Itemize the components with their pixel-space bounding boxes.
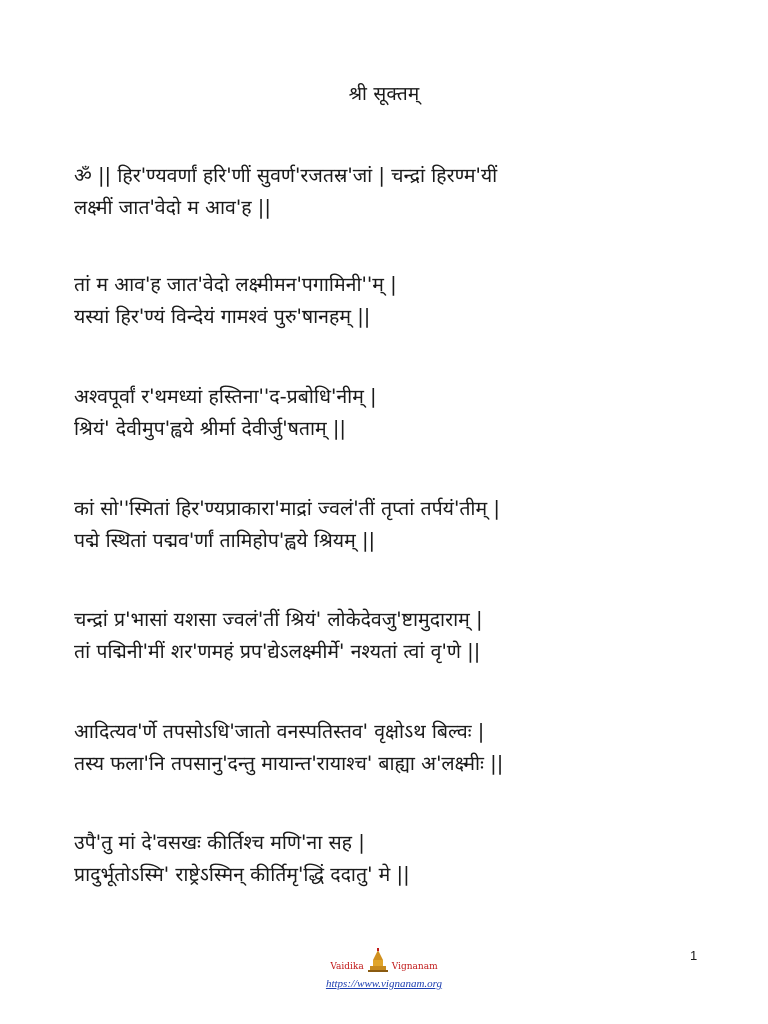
page-number: 1	[690, 948, 698, 963]
verse-3-line-2: श्रियं' देवीमुप'ह्वये श्रीर्मा देवीर्जु'षताम् ||	[74, 417, 347, 440]
verse-3	[74, 381, 714, 445]
page-title: श्री सूक्तम्	[348, 83, 420, 105]
verse-4-line-2: पद्मे स्थितां पद्मव'र्णां तामिहोप'ह्वये श्रियम् ||	[74, 529, 376, 552]
verse-7-line-2: प्रादुर्भूतोऽस्मि' राष्ट्रेऽस्मिन् कीर्तिमृ'द्धिं ददातु' मे ||	[74, 863, 410, 886]
logo-text-left: Vaidika	[330, 962, 364, 972]
verse-6	[74, 716, 714, 780]
verse-1-line-2: लक्ष्मीं जात'वेदो म आव'ह ||	[74, 196, 271, 219]
logo-text-right: Vignanam	[391, 962, 438, 972]
footer	[0, 948, 768, 973]
verse-4	[74, 493, 714, 557]
verse-7-line-1: उपै'तु मां दे'वसखः कीर्तिश्च मणि'ना सह |	[74, 831, 365, 854]
verse-3-line-1: अश्वपूर्वां र'थमध्यां हस्तिना''द-प्रबोधि'नीम् |	[74, 385, 377, 408]
verse-2	[74, 269, 714, 333]
verse-5-line-1: चन्द्रां प्र'भासां यशसा ज्वलं'तीं श्रियं' लोकेदेवजु'ष्टामुदाराम् |	[74, 608, 483, 631]
verse-2-line-2: यस्यां हिर'ण्यं विन्देयं गामश्वं पुरु'षानहम् ||	[74, 305, 371, 328]
verse-6-line-2: तस्य फला'नि तपसानु'दन्तु मायान्त'रायाश्च' बाह्या अ'लक्ष्मीः ||	[74, 752, 504, 775]
website-link[interactable]: https://www.vignanam.org	[325, 978, 443, 990]
verse-6-line-1: आदित्यव'र्णे तपसोऽधि'जातो वनस्पतिस्तव' वृक्षोऽथ बिल्वः |	[74, 720, 485, 743]
verse-1-line-1: ॐ || हिर'ण्यवर्णां हरि'णीं सुवर्ण'रजतस्र'जां | चन्द्रां हिरण्म'यीं	[74, 164, 498, 187]
temple-icon	[367, 948, 389, 972]
verse-7	[74, 827, 714, 891]
verse-2-line-1: तां म आव'ह जात'वेदो लक्ष्मीमन'पगामिनी''म् |	[74, 273, 397, 296]
verse-1	[74, 160, 714, 224]
verse-5	[74, 604, 714, 668]
verse-5-line-2: तां पद्मिनी'मीं शर'णमहं प्रप'द्येऽलक्ष्मीर्मे' नश्यतां त्वां वृ'णे ||	[74, 640, 481, 663]
verse-4-line-1: कां सो''स्मितां हिर'ण्यप्राकारा'माद्रां ज्वलं'तीं तृप्तां तर्पयं'तीम् |	[74, 497, 500, 520]
vaidika-vignanam-logo	[330, 948, 437, 972]
